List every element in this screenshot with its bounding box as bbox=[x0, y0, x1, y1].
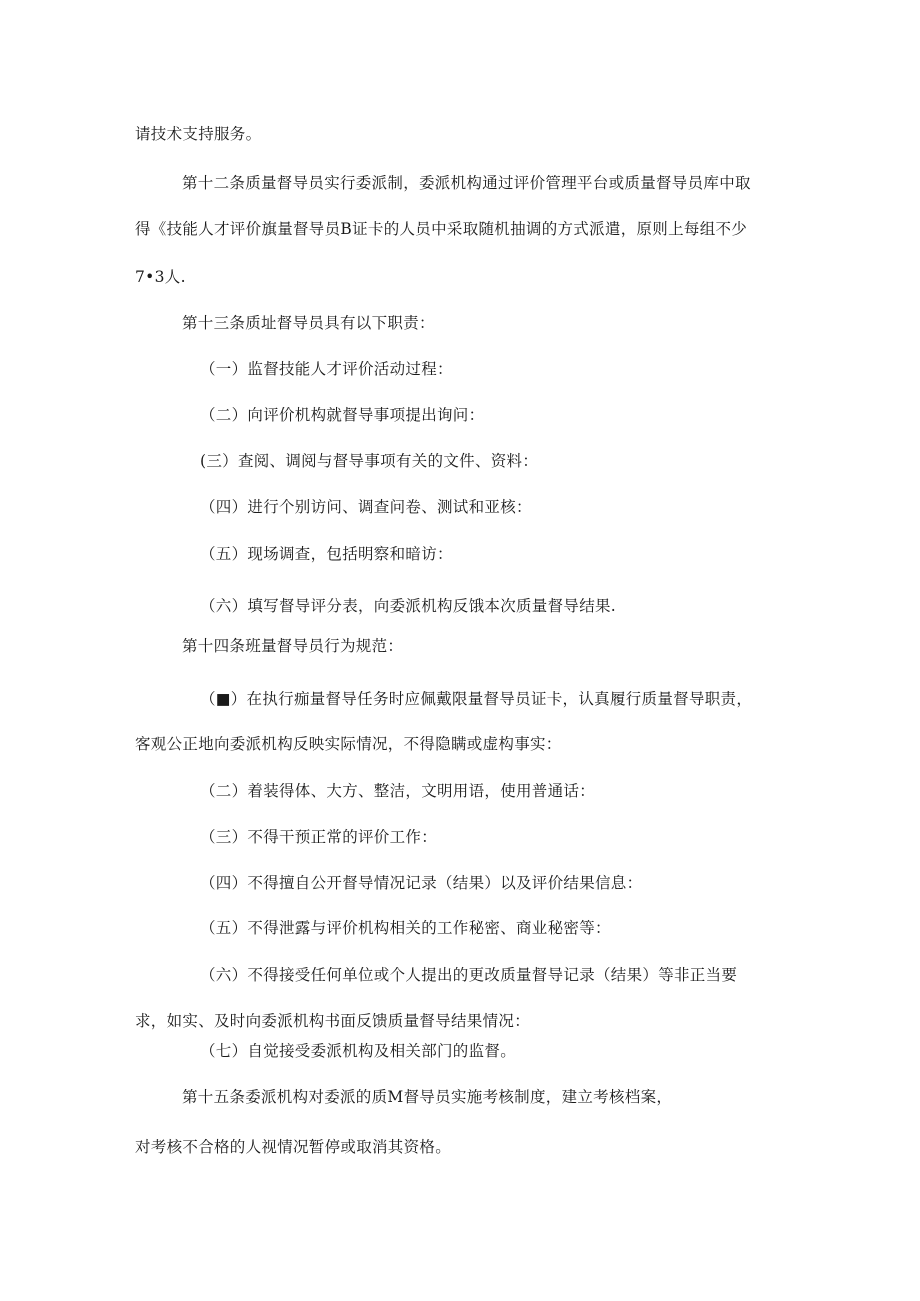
article-14-heading: 第十四条班量督导员行为规范： bbox=[182, 637, 404, 655]
article-12-line-3: 7•3人. bbox=[135, 268, 186, 286]
article-14-item-2: （二）着装得体、大方、整洁，文明用语，使用普通话： bbox=[200, 782, 596, 800]
article-13-item-2: （二）向评价机构就督导事项提出询问： bbox=[200, 406, 485, 424]
article-13-item-5: （五）现场调查，包括明察和暗访： bbox=[200, 545, 453, 563]
article-13-item-4: （四）进行个别访问、调查问卷、测试和亚核： bbox=[200, 498, 532, 516]
article-14-item-4: （四）不得擅自公开督导情况记录（结果）以及评价结果信息： bbox=[200, 874, 643, 892]
article-13-item-6: （六）填写督导评分表，向委派机构反饿本次质量督导结果. bbox=[200, 597, 617, 615]
text-line: 请技术支持服务。 bbox=[135, 125, 262, 143]
article-12-line-1: 第十二条质量督导员实行委派制，委派机构通过评价管理平台或质量督导员库中取 bbox=[182, 174, 751, 192]
article-14-item-7: （七）自觉接受委派机构及相关部门的监督。 bbox=[200, 1042, 517, 1060]
article-14-item-1-line-1: （■）在执行痂量督导任务时应佩戴限量督导员证卡，认真履行质量督导职责， bbox=[200, 690, 753, 708]
article-14-item-1-line-2: 客观公正地向委派机构反映实际情况，不得隐瞒或虚构事实： bbox=[135, 735, 562, 753]
article-15-line-2: 对考核不合格的人视情况暂停或取消其资格。 bbox=[135, 1138, 452, 1156]
article-13-heading: 第十三条质址督导员具有以下职责： bbox=[182, 314, 435, 332]
article-14-item-3: （三）不得干预正常的评价工作： bbox=[200, 828, 438, 846]
article-13-item-3: (三）查阅、调阅与督导事项有关的文件、资料： bbox=[200, 452, 539, 470]
article-14-item-6-line-2: 求，如实、及时向委派机构书面反馈质量督导结果情况： bbox=[135, 1012, 531, 1030]
article-14-item-6-line-1: （六）不得接受任何单位或个人提出的更改质量督导记录（结果）等非正当要 bbox=[200, 966, 738, 984]
article-14-item-5: （五）不得泄露与评价机构相关的工作秘密、商业秘密等： bbox=[200, 919, 611, 937]
article-15-line-1: 第十五条委派机构对委派的质M督导员实施考核制度，建立考核档案， bbox=[182, 1088, 673, 1106]
article-12-line-2: 得《技能人才评价旗量督导员B证卡的人员中采取随机抽调的方式派遣，原则上每组不少 bbox=[135, 220, 748, 238]
article-13-item-1: （一）监督技能人才评价活动过程： bbox=[200, 360, 453, 378]
